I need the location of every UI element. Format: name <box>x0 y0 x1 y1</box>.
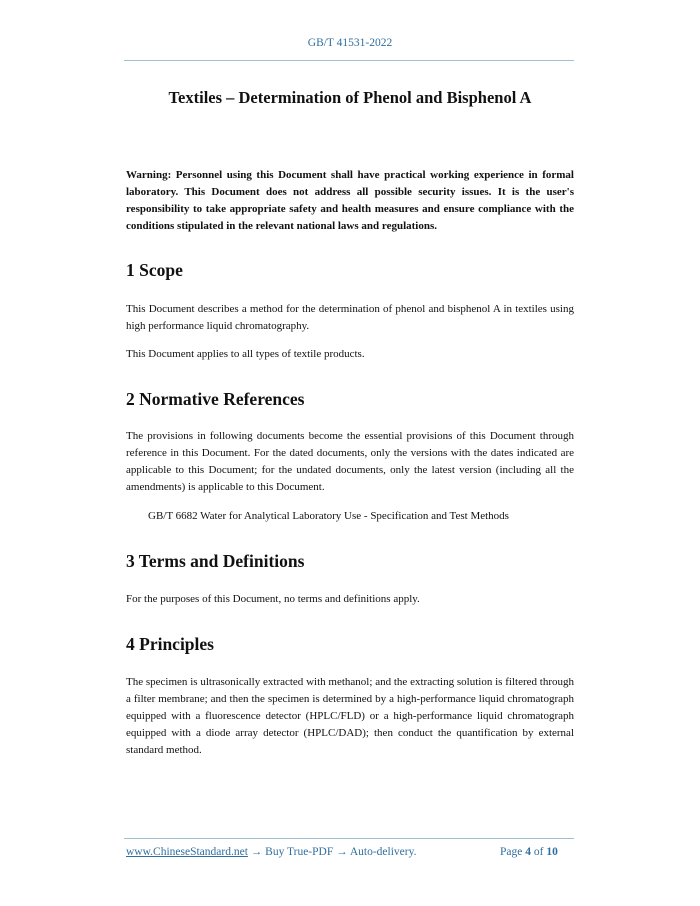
scope-paragraph-1: This Document describes a method for the determination of phenol and bisphenol A in textiles using high performance liquid chromatography. <box>126 303 574 332</box>
page-label: Page <box>500 846 523 858</box>
scope-paragraph-2: This Document applies to all types of textile products. <box>126 348 365 360</box>
terms-paragraph: For the purposes of this Document, no terms and definitions apply. <box>126 593 420 605</box>
section-heading-scope: 1 Scope <box>126 260 183 280</box>
footer-divider <box>124 838 574 839</box>
footer-site-link[interactable]: www.ChineseStandard.net <box>126 846 248 858</box>
section-heading-normative-references: 2 Normative References <box>126 389 305 409</box>
footer-promo <box>126 846 416 858</box>
document-title: Textiles – Determination of Phenol and Bisphenol A <box>168 88 532 107</box>
normative-paragraph: The provisions in following documents become the essential provisions of this Document through reference in this Document. For the dated documents, only the versions with the dates indicated are applicable to this Document; for the undated documents, only the latest version (including all the amendments) is applicable to this Document. <box>126 430 574 493</box>
of-label: of <box>533 846 544 858</box>
section-heading-principles: 4 Principles <box>126 634 214 654</box>
normative-reference-item: GB/T 6682 Water for Analytical Laboratory Use - Specification and Test Methods <box>148 510 509 522</box>
page-indicator <box>500 846 558 858</box>
page-total: 10 <box>546 846 558 858</box>
warning-paragraph: Warning: Personnel using this Document shall have practical working experience in formal laboratory. This Document does not address all possible security issues. It is the user's responsibility to take appropriate safety and health measures and ensure compliance with the conditions stipulated in the relevant national laws and regulations. <box>126 169 574 232</box>
footer-promo-text: → Buy True-PDF → Auto-delivery. <box>247 846 417 858</box>
section-heading-terms: 3 Terms and Definitions <box>126 551 305 571</box>
header-divider <box>124 60 574 61</box>
header-doc-id: GB/T 41531-2022 <box>307 37 393 49</box>
page-number: 4 <box>525 846 531 858</box>
principles-paragraph: The specimen is ultrasonically extracted with methanol; and the extracting solution is filtered through a filter membrane; and then the specimen is determined by a high-performance liquid chromatograph equipped with a fluorescence detector (HPLC/FLD) or a high-performance liquid chromatograph equipped with a diode array detector (HPLC/DAD); then conduct the quantification by external standard method. <box>126 676 574 756</box>
